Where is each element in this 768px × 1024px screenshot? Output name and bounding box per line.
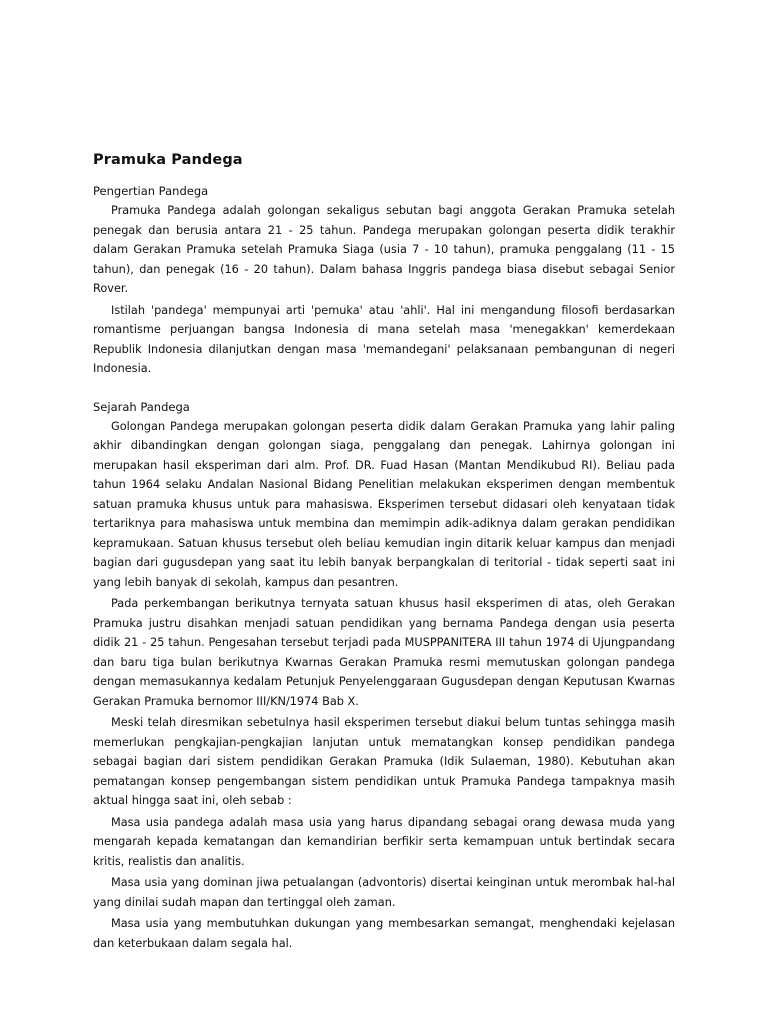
document-page [93, 150, 675, 955]
section-heading: Sejarah Pandega [93, 399, 190, 414]
paragraph: Pramuka Pandega adalah golongan sekaligus sebutan bagi anggota Gerakan Pramuka setelah penegak dan berusia antara 21 - 25 tahun. Pandega merupakan golongan peserta didik terakhir dalam Gerakan Pramuka setelah Pramuka Siaga (usia 7 - 10 tahun), pramuka penggalang (11 - 15 tahun), dan penegak (16 - 20 tahun). Dalam bahasa Inggris pandega biasa disebut sebagai Senior Rover. [93, 204, 675, 295]
paragraph: Masa usia yang membutuhkan dukungan yang membesarkan semangat, menghendaki kejelasan dan keterbukaan dalam segala hal. [93, 917, 675, 950]
section-sejarah [93, 398, 675, 954]
paragraph: Istilah 'pandega' mempunyai arti 'pemuka' atau 'ahli'. Hal ini mengandung filosofi berdasarkan romantisme perjuangan bangsa Indonesia di mana setelah masa 'menegakkan' kemerdekaan Republik Indonesia dilanjutkan dengan masa 'memandegani' pelaksanaan pembangunan di negeri Indonesia. [93, 303, 675, 375]
section-heading: Pengertian Pandega [93, 184, 209, 198]
paragraph: Meski telah diresmikan sebetulnya hasil eksperimen tersebut diakui belum tuntas sehingga masih memerlukan pengkajian-pengkajian lanjutan untuk mematangkan konsep pendidikan pandega sebagai bagian dari sistem pendidikan Gerakan Pramuka (Idik Sulaeman, 1980). Kebutuhan akan pematangan konsep pengembangan sistem pendidikan untuk Pramuka Pandega tampaknya masih aktual hingga saat ini, oleh sebab : [93, 716, 675, 807]
paragraph: Masa usia pandega adalah masa usia yang harus dipandang sebagai orang dewasa muda yang mengarah kepada kematangan dan kemandirian berfikir serta kemampuan untuk bertindak secara kritis, realistis dan analitis. [93, 815, 675, 868]
section-pengertian [93, 182, 675, 379]
paragraph: Masa usia yang dominan jiwa petualangan (advontoris) disertai keinginan untuk merombak hal-hal yang dinilai sudah mapan dan tertinggal oleh zaman. [93, 876, 675, 909]
paragraph: Golongan Pandega merupakan golongan peserta didik dalam Gerakan Pramuka yang lahir paling akhir dibandingkan dengan golongan siaga, penggalang dan penegak. Lahirnya golongan ini merupakan hasil eksperiman dari alm. Prof. DR. Fuad Hasan (Mantan Mendikubud RI). Beliau pada tahun 1964 selaku Andalan Nasional Bidang Penelitian melakukan eksperimen dengan membentuk satuan pramuka khusus untuk para mahasiswa. Eksperimen tersebut didasari oleh kenyataan tidak tertariknya para mahasiswa untuk membina dan memimpin adik-adiknya dalam gerakan pendidikan kepramukaan. Satuan khusus tersebut oleh beliau kemudian ingin ditarik keluar kampus dan menjadi bagian dari gugusdepan yang saat itu lebih banyak berpangkalan di teritorial - tidak seperti saat ini yang lebih banyak di sekolah, kampus dan pesantren. [93, 419, 675, 589]
paragraph: Pada perkembangan berikutnya ternyata satuan khusus hasil eksperimen di atas, oleh Gerakan Pramuka justru disahkan menjadi satuan pendidikan yang bernama Pandega dengan usia peserta didik 21 - 25 tahun. Pengesahan tersebut terjadi pada MUSPPANITERA III tahun 1974 di Ujungpandang dan baru tiga bulan berikutnya Kwarnas Gerakan Pramuka resmi memutuskan golongan pandega dengan memasukannya kedalam Petunjuk Penyelenggaraan Gugusdepan dengan Keputusan Kwarnas Gerakan Pramuka bernomor III/KN/1974 Bab X. [93, 597, 675, 708]
document-title: Pramuka Pandega [93, 152, 243, 168]
